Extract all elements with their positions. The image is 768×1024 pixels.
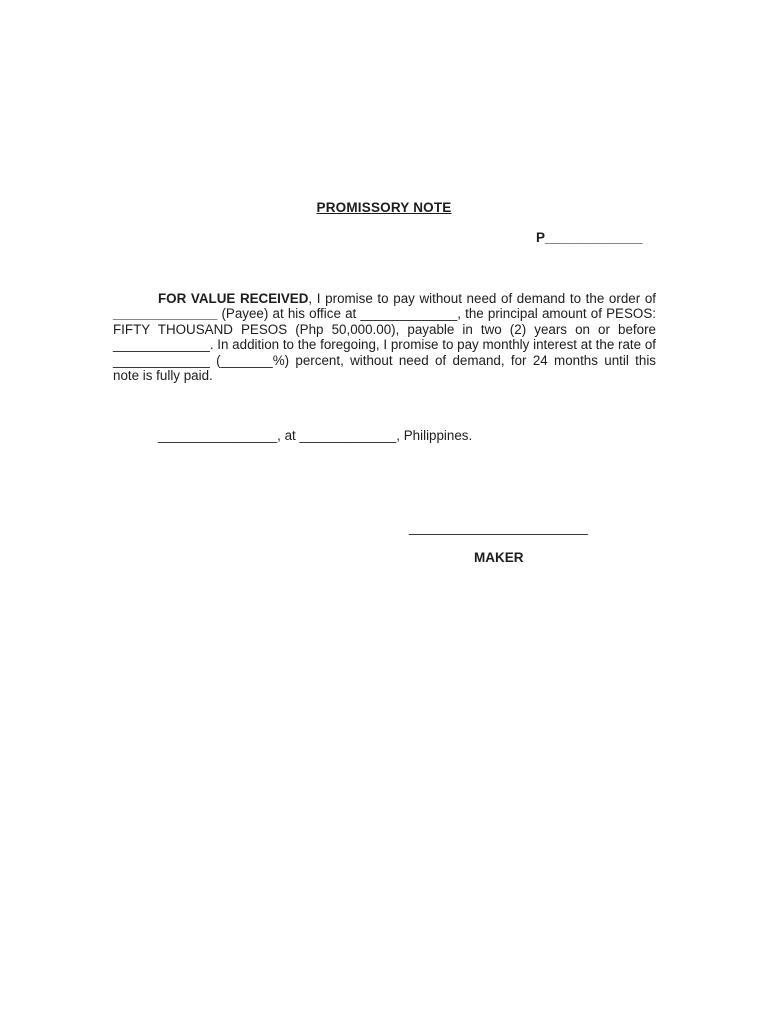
date-place-line: ________________, at _____________, Philippines.	[158, 428, 473, 443]
signature-line: ________________________	[409, 520, 588, 535]
document-title: PROMISSORY NOTE	[316, 200, 452, 215]
payee-blank: ______________	[113, 306, 218, 322]
body-paragraph	[113, 291, 656, 383]
lead-phrase: FOR VALUE RECEIVED	[158, 291, 309, 306]
body-text-part2: (Payee) at his office at _____________, the principal amount of PESOS: FIFTY THOUSAND PESOS (Php 50,000.00), payable in two (2) years on or before _____________. In addition to the foregoing, I promise to pay monthly interest at the rate of _____________ (_______%) percent, without need of demand, for 24 months until this note is fully paid.	[113, 306, 656, 384]
amount-field: P_____________	[536, 230, 643, 245]
body-text-part1: , I promise to pay without need of demand to the order of	[308, 291, 657, 306]
maker-label: MAKER	[474, 550, 524, 565]
